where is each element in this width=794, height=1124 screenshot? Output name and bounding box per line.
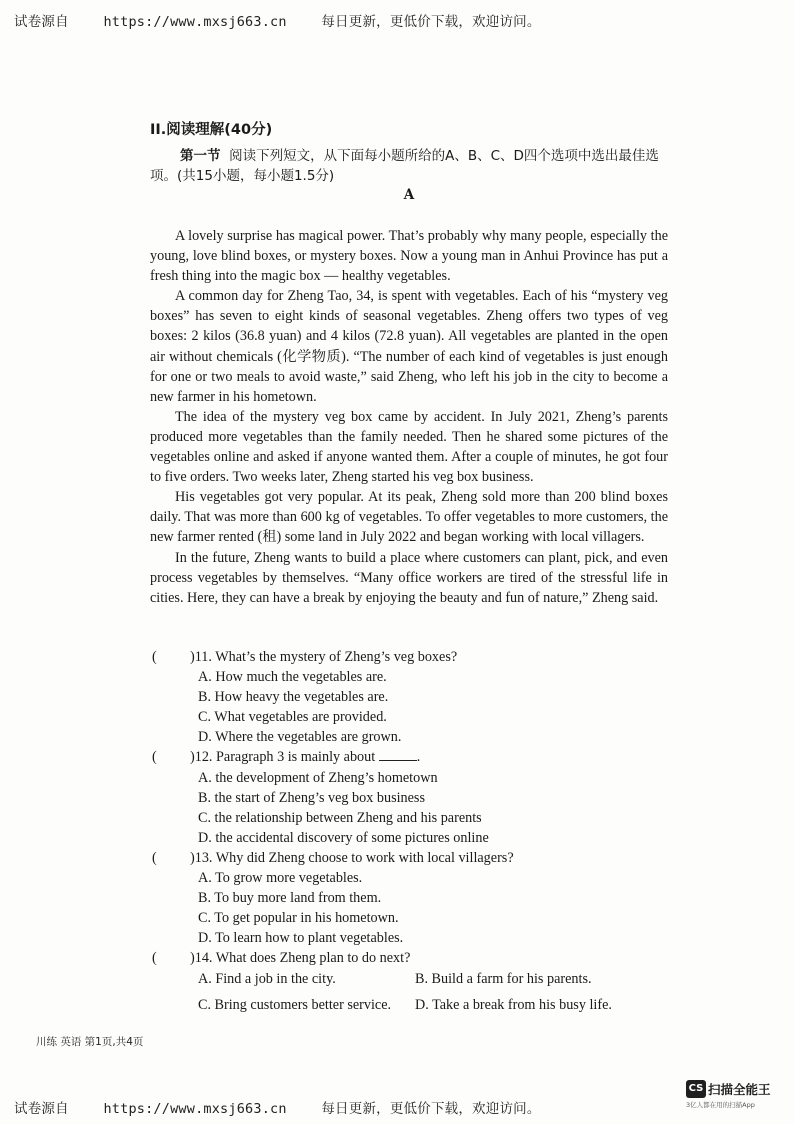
part-label: 第一节 <box>180 148 221 164</box>
scanner-app-logo <box>686 1078 786 1109</box>
question-text: )13. Why did Zheng choose to work with local villagers? <box>190 849 514 866</box>
answer-option: A. To grow more vegetables. <box>198 870 363 887</box>
question-text-end: . <box>416 749 421 766</box>
top-source-banner <box>14 10 541 30</box>
passage-letter: A <box>403 187 415 203</box>
question-text: )12. Paragraph 3 is mainly about <box>190 749 376 766</box>
answer-option: C. What vegetables are provided. <box>198 709 387 726</box>
banner-slogan: 每日更新，更低价下载，欢迎访问。 <box>321 14 541 30</box>
answer-blank[interactable]: ( <box>152 849 157 866</box>
question-text: )11. What’s the mystery of Zheng’s veg boxes? <box>190 649 458 665</box>
answer-option: A. the development of Zheng’s hometown <box>198 769 438 786</box>
banner-slogan: 每日更新，更低价下载，欢迎访问。 <box>321 1101 541 1117</box>
answer-option: C. the relationship between Zheng and his parents <box>198 809 482 826</box>
answer-option: D. To learn how to plant vegetables. <box>198 930 404 947</box>
fill-in-blank-line <box>379 748 417 761</box>
answer-option: A. How much the vegetables are. <box>198 669 387 686</box>
answer-option-row <box>152 995 670 1015</box>
passage-paragraph: A lovely surprise has magical power. That’s probably why many people, especially the young, love blind boxes, or mystery boxes. Now a young man in Anhui Province has put a fresh thing into the magic box — healthy vegetables. <box>150 228 668 285</box>
question-list <box>152 647 670 1015</box>
question-stem <box>152 848 670 868</box>
answer-blank[interactable]: ( <box>152 749 157 766</box>
answer-option: C. Bring customers better service. <box>198 996 392 1013</box>
section-title: II.阅读理解(40分) <box>150 122 273 138</box>
cs-logo-icon: CS <box>686 1080 706 1098</box>
question-stem <box>152 647 670 667</box>
answer-option: D. Take a break from his busy life. <box>415 996 612 1013</box>
bottom-source-banner <box>14 1097 541 1117</box>
scanner-app-name: 扫描全能王 <box>708 1081 771 1097</box>
passage-paragraph: The idea of the mystery veg box came by accident. In July 2021, Zheng’s parents produced more vegetables than the family needed. Then he shared some pictures of the vegetables online and asked if anyone wanted them. After a couple of minutes, he got four to five orders. Two weeks later, Zheng started his veg box business. <box>150 408 668 486</box>
question-stem <box>152 747 670 767</box>
answer-blank[interactable]: ( <box>152 649 157 665</box>
question-text: )14. What does Zheng plan to do next? <box>190 950 411 967</box>
page-footer: 川练 英语 第1页,共4页 <box>36 1036 144 1048</box>
passage-paragraph: In the future, Zheng wants to build a place where customers can plant, pick, and even process vegetables by themselves. “Many office workers are tired of the stressful life in cities. Here, they can have a break by enjoying the beauty and fun of nature,” Zheng said. <box>150 549 668 606</box>
banner-url[interactable]: https://www.mxsj663.cn <box>103 14 287 30</box>
answer-option: A. Find a job in the city. <box>198 970 336 987</box>
answer-option: B. How heavy the vegetables are. <box>198 689 389 706</box>
reading-passage <box>150 226 668 608</box>
banner-site-label: 试卷源自 <box>14 14 69 30</box>
banner-site-label: 试卷源自 <box>14 1101 69 1117</box>
section-instruction <box>150 146 670 186</box>
banner-url[interactable]: https://www.mxsj663.cn <box>103 1101 287 1117</box>
question-stem <box>152 948 670 968</box>
answer-option: B. Build a farm for his parents. <box>415 970 592 987</box>
answer-option: C. To get popular in his hometown. <box>198 910 399 927</box>
answer-option: B. To buy more land from them. <box>198 890 382 907</box>
passage-paragraph: A common day for Zheng Tao, 34, is spent with vegetables. Each of his “mystery veg boxes” has seven to eight kinds of seasonal vegetables. Zheng offers two types of veg boxes: 2 kilos (36.8 yuan) and 4 kilos (72.8 yuan). All vegetables are planted in the open air without chemicals (化学物质). “The number of each kind of vegetables is just enough for one or two meals to avoid waste,” said Zheng, who left his job in the city to become a new farmer in his hometown. <box>150 288 668 405</box>
answer-option: D. Where the vegetables are grown. <box>198 729 402 746</box>
answer-option: B. the start of Zheng’s veg box business <box>198 789 425 806</box>
instruction-text: 阅读下列短文，从下面每小题所给的A、B、C、D四个选项中选出最佳选项。(共15小题，每小题1.5分) <box>150 148 659 184</box>
answer-blank[interactable]: ( <box>152 950 157 967</box>
answer-option-row <box>152 969 670 989</box>
scanner-app-tagline: 3亿人都在用的扫描App <box>686 1100 755 1109</box>
passage-paragraph: His vegetables got very popular. At its peak, Zheng sold more than 200 blind boxes daily. That was more than 600 kg of vegetables. To offer vegetables to more customers, the new farmer rented (租) some land in July 2022 and began working with local villagers. <box>150 489 668 546</box>
answer-option: D. the accidental discovery of some pictures online <box>198 829 489 846</box>
